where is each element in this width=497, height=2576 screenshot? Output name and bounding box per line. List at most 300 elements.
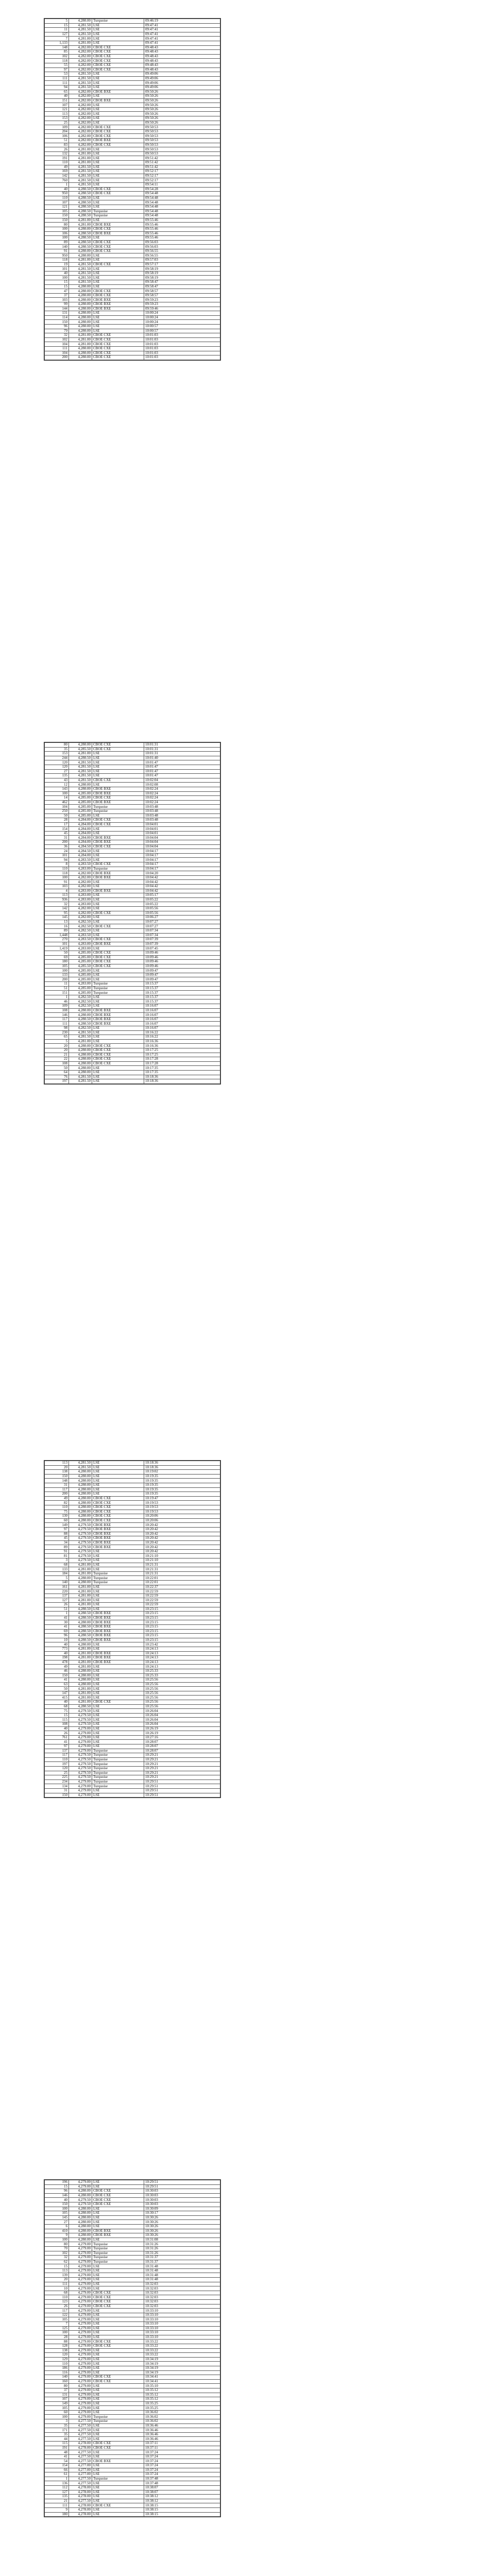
table-row xyxy=(45,147,220,152)
trade-time: 10:38:07 xyxy=(144,2490,220,2495)
trade-time: 10:31:08 xyxy=(144,2238,220,2242)
trade-time: 10:03:48 xyxy=(144,814,220,818)
trade-time: 10:07:45 xyxy=(144,946,220,951)
trade-time: 10:38:15 xyxy=(144,2512,220,2517)
trade-volume: 15 xyxy=(45,23,69,28)
table-row xyxy=(45,1598,220,1603)
trade-venue: LSE xyxy=(92,1726,144,1731)
table-row xyxy=(45,995,220,999)
trade-time: 10:25:56 xyxy=(144,1696,220,1700)
trade-venue: Turquoise xyxy=(92,2251,144,2256)
trade-venue: LSE xyxy=(92,902,144,907)
table-row xyxy=(45,19,220,24)
trade-volume: 97 xyxy=(45,1527,69,1532)
trade-volume: 69 xyxy=(45,1629,69,1634)
trade-venue: LSE xyxy=(92,765,144,769)
trade-volume: 415 xyxy=(45,1696,69,1700)
trade-time: 10:35:12 xyxy=(144,2393,220,2397)
table-row xyxy=(45,2229,220,2233)
trade-price: 4,282.00 xyxy=(69,911,92,916)
trade-volume: 88 xyxy=(45,2340,69,2344)
trade-volume: 100 xyxy=(45,227,69,231)
trade-venue: LSE xyxy=(92,174,144,178)
trade-price: 4,279.00 xyxy=(69,2242,92,2247)
trade-time: 10:29:21 xyxy=(144,1753,220,1758)
trade-time: 10:28:07 xyxy=(144,1744,220,1749)
trade-volume: 21 xyxy=(45,2499,69,2503)
trade-volume: 113 xyxy=(45,1461,69,1466)
trade-price: 4,280.00 xyxy=(69,320,92,325)
trade-venue: CBOE CXE xyxy=(92,355,144,360)
trade-venue: LSE xyxy=(92,280,144,285)
trade-venue: CBOE CXE xyxy=(92,924,144,929)
table-row xyxy=(45,1696,220,1700)
trade-volume: 15 xyxy=(45,2184,69,2189)
trade-price: 4,281.50 xyxy=(69,1465,92,1470)
trade-time: 10:29:21 xyxy=(144,1766,220,1771)
trade-venue: CBOE CXE xyxy=(92,911,144,916)
trade-price: 4,280.00 xyxy=(69,355,92,360)
trade-time: 10:29:21 xyxy=(144,1771,220,1775)
trade-volume: 19 xyxy=(45,262,69,267)
trade-volume: 125 xyxy=(45,2326,69,2331)
trade-venue: Turquoise xyxy=(92,214,144,218)
trade-venue: LSE xyxy=(92,1647,144,1651)
trade-time: 10:26:04 xyxy=(144,1709,220,1714)
trade-venue: CBOE CXE xyxy=(92,1505,144,1510)
trade-time: 10:02:08 xyxy=(144,783,220,787)
trade-time: 10:22:01 xyxy=(144,1576,220,1581)
trade-price: 4,279.50 xyxy=(69,1775,92,1780)
trade-price: 4,279.00 xyxy=(69,2366,92,2370)
trade-volume: 105 xyxy=(45,964,69,969)
trade-venue: Turquoise xyxy=(92,867,144,871)
trade-time: 10:16:22 xyxy=(144,1030,220,1035)
trade-volume: 11 xyxy=(45,982,69,987)
trade-time: 09:58:47 xyxy=(144,280,220,285)
trade-time: 10:18:36 xyxy=(144,1075,220,1079)
trade-volume: 99 xyxy=(45,302,69,307)
trade-price: 4,281.50 xyxy=(69,76,92,81)
trade-time: 10:24:13 xyxy=(144,1651,220,1656)
trade-venue: LSE xyxy=(92,2273,144,2278)
trade-venue: LSE xyxy=(92,1744,144,1749)
table-row xyxy=(45,858,220,862)
trade-time: 10:26:19 xyxy=(144,1726,220,1731)
trade-price: 4,282.00 xyxy=(69,139,92,143)
trade-volume: 80 xyxy=(45,743,69,748)
trade-venue: CBOE CXE xyxy=(92,187,144,192)
table-row xyxy=(45,1461,220,1466)
trade-time: 10:34:19 xyxy=(144,2362,220,2366)
trade-venue: CBOE BXE xyxy=(92,1624,144,1629)
trade-price: 4,279.50 xyxy=(69,1558,92,1563)
trade-time: 10:30:26 xyxy=(144,2233,220,2238)
table-row xyxy=(45,236,220,241)
trade-volume: 148 xyxy=(45,1479,69,1483)
trade-time: 10:21:10 xyxy=(144,1558,220,1563)
trade-volume: 184 xyxy=(45,1571,69,1576)
trade-venue: LSE xyxy=(92,2317,144,2322)
trade-venue: LSE xyxy=(92,2286,144,2291)
trade-venue: LSE xyxy=(92,2512,144,2517)
trade-venue: LSE xyxy=(92,2309,144,2313)
trade-table xyxy=(44,1461,220,1798)
trade-price: 4,282.00 xyxy=(69,871,92,876)
trade-time: 10:33:22 xyxy=(144,2348,220,2353)
trade-price: 4,277.50 xyxy=(69,2428,92,2433)
trade-volume: 61 xyxy=(45,2472,69,2477)
trade-venue: CBOE BXE xyxy=(92,875,144,880)
trade-time: 09:59:23 xyxy=(144,302,220,307)
trade-time: 10:28:07 xyxy=(144,1749,220,1753)
table-row xyxy=(45,1483,220,1487)
trade-time: 10:26:04 xyxy=(144,1718,220,1722)
trade-time: 10:17:25 xyxy=(144,1048,220,1053)
table-row xyxy=(45,90,220,94)
trade-time: 10:19:53 xyxy=(144,1501,220,1505)
trade-time: 10:01:31 xyxy=(144,752,220,756)
trade-volume: 116 xyxy=(45,2370,69,2375)
trade-volume: 134 xyxy=(45,1784,69,1789)
trade-price: 4,284.00 xyxy=(69,822,92,827)
trade-volume: 91 xyxy=(45,1549,69,1554)
trade-time: 10:19:35 xyxy=(144,1474,220,1479)
trade-volume: 111 xyxy=(45,2282,69,2286)
trade-venue: LSE xyxy=(92,1682,144,1687)
trade-price: 4,279.00 xyxy=(69,2309,92,2313)
trade-volume: 137 xyxy=(45,1749,69,1753)
trade-time: 10:17:28 xyxy=(144,1057,220,1062)
table-row xyxy=(45,28,220,32)
trade-volume: 8 xyxy=(45,862,69,867)
table-row xyxy=(45,2472,220,2477)
table-row xyxy=(45,2317,220,2322)
table-row xyxy=(45,973,220,977)
table-row xyxy=(45,2282,220,2286)
trade-venue: LSE xyxy=(92,1070,144,1075)
trade-volume: 14 xyxy=(45,796,69,801)
trade-time: 10:05:17 xyxy=(144,893,220,898)
trade-price: 4,278.00 xyxy=(69,2442,92,2446)
trade-volume: 35 xyxy=(45,2424,69,2428)
trade-time: 10:32:03 xyxy=(144,2295,220,2300)
table-row xyxy=(45,1035,220,1040)
trade-price: 4,279.50 xyxy=(69,1540,92,1545)
trade-price: 4,277.50 xyxy=(69,2499,92,2503)
trade-venue: CBOE CXE xyxy=(92,129,144,134)
trade-volume: 40 xyxy=(45,1642,69,1647)
trade-price: 4,282.00 xyxy=(69,63,92,67)
trade-price: 4,279.50 xyxy=(69,1718,92,1722)
table-row xyxy=(45,2193,220,2198)
trade-price: 4,280.50 xyxy=(69,192,92,196)
table-row xyxy=(45,289,220,294)
trade-volume: 140 xyxy=(45,245,69,249)
trade-price: 4,280.50 xyxy=(69,214,92,218)
table-row xyxy=(45,880,220,885)
trade-venue: LSE xyxy=(92,756,144,760)
trade-volume: 1 xyxy=(45,995,69,999)
table-row xyxy=(45,1558,220,1563)
trade-price: 4,279.00 xyxy=(69,2379,92,2384)
trade-volume: 40 xyxy=(45,1700,69,1705)
trade-time: 10:09:46 xyxy=(144,951,220,955)
table-row xyxy=(45,2419,220,2424)
trade-volume: 120 xyxy=(45,760,69,765)
table-row xyxy=(45,1682,220,1687)
trade-time: 09:58:19 xyxy=(144,271,220,276)
trade-time: 10:30:03 xyxy=(144,2202,220,2207)
trade-venue: CBOE CXE xyxy=(92,1510,144,1514)
trade-price: 4,280.00 xyxy=(69,2189,92,2194)
trade-venue: LSE xyxy=(92,752,144,756)
trade-volume: 101 xyxy=(45,942,69,946)
trade-volume: 104 xyxy=(45,351,69,355)
trade-price: 4,281.00 xyxy=(69,1039,92,1044)
trade-price: 4,283.00 xyxy=(69,867,92,871)
trade-price: 4,277.50 xyxy=(69,2477,92,2481)
trade-time: 09:59:46 xyxy=(144,307,220,311)
table-row xyxy=(45,262,220,267)
trade-price: 4,280.00 xyxy=(69,1066,92,1071)
trade-price: 4,283.50 xyxy=(69,862,92,867)
trade-time: 10:25:33 xyxy=(144,1669,220,1673)
trade-venue: LSE xyxy=(92,2495,144,2499)
trade-time: 10:16:07 xyxy=(144,1008,220,1013)
table-row xyxy=(45,240,220,245)
trade-volume: 60 xyxy=(45,2410,69,2415)
trade-time: 10:01:03 xyxy=(144,351,220,355)
trade-time: 10:04:17 xyxy=(144,862,220,867)
trade-time: 10:23:15 xyxy=(144,1612,220,1616)
trade-time: 10:17:35 xyxy=(144,1066,220,1071)
trade-price: 4,285.00 xyxy=(69,796,92,801)
trade-time: 09:58:57 xyxy=(144,293,220,298)
trade-price: 4,280.50 xyxy=(69,1022,92,1026)
trade-venue: CBOE CXE xyxy=(92,2291,144,2295)
trade-price: 4,279.00 xyxy=(69,2286,92,2291)
trade-time: 09:54:48 xyxy=(144,205,220,209)
trade-volume: 198 xyxy=(45,1656,69,1660)
trade-venue: LSE xyxy=(92,324,144,329)
trade-price: 4,281.00 xyxy=(69,337,92,342)
trade-volume: 64 xyxy=(45,1070,69,1075)
trade-venue: LSE xyxy=(92,2388,144,2393)
table-row xyxy=(45,2202,220,2207)
trade-price: 4,282.00 xyxy=(69,885,92,889)
trade-time: 10:05:56 xyxy=(144,906,220,911)
trade-volume: 3 xyxy=(45,2419,69,2424)
trade-venue: CBOE BXE xyxy=(92,1527,144,1532)
table-row xyxy=(45,1554,220,1558)
trade-time: 09:54:48 xyxy=(144,196,220,200)
trade-time: 10:34:19 xyxy=(144,2370,220,2375)
trade-volume: 45 xyxy=(45,831,69,836)
trade-venue: LSE xyxy=(92,827,144,832)
trade-volume: 50 xyxy=(45,814,69,818)
trade-volume: 200 xyxy=(45,840,69,845)
trade-time: 10:25:56 xyxy=(144,1704,220,1709)
trade-price: 4,280.50 xyxy=(69,1629,92,1634)
table-row xyxy=(45,1079,220,1084)
trade-time: 10:22:59 xyxy=(144,1603,220,1607)
trade-time: 10:31:26 xyxy=(144,2251,220,2256)
trade-volume: 761 xyxy=(45,1735,69,1740)
table-row xyxy=(45,1757,220,1762)
trade-time: 10:17:28 xyxy=(144,1061,220,1066)
trade-venue: LSE xyxy=(92,2393,144,2397)
trade-volume: 26 xyxy=(45,1603,69,1607)
table-row xyxy=(45,2481,220,2486)
trade-price: 4,280.00 xyxy=(69,1483,92,1487)
trade-venue: Turquoise xyxy=(92,1576,144,1581)
table-row xyxy=(45,1496,220,1501)
table-row xyxy=(45,2499,220,2503)
trade-volume: 154 xyxy=(45,827,69,832)
trade-volume: 96 xyxy=(45,324,69,329)
trade-price: 4,285.00 xyxy=(69,991,92,995)
trade-venue: LSE xyxy=(92,37,144,41)
trade-venue: LSE xyxy=(92,271,144,276)
trade-price: 4,280.00 xyxy=(69,2215,92,2220)
trade-price: 4,280.00 xyxy=(69,1487,92,1492)
trade-venue: CBOE BXE xyxy=(92,871,144,876)
trade-time: 10:20:42 xyxy=(144,1527,220,1532)
trade-time: 09:49:06 xyxy=(144,85,220,90)
trade-price: 4,281.00 xyxy=(69,258,92,263)
trade-venue: CBOE CXE xyxy=(92,125,144,130)
trade-price: 4,282.00 xyxy=(69,94,92,99)
trade-price: 4,281.50 xyxy=(69,262,92,267)
trade-volume: 105 xyxy=(45,209,69,214)
table-row xyxy=(45,831,220,836)
trade-time: 09:55:46 xyxy=(144,227,220,231)
trade-price: 4,281.50 xyxy=(69,760,92,765)
trade-venue: LSE xyxy=(92,774,144,778)
table-row xyxy=(45,885,220,889)
table-row xyxy=(45,977,220,982)
trade-venue: Turquoise xyxy=(92,2246,144,2251)
trade-venue: CBOE BXE xyxy=(92,98,144,103)
trade-price: 4,279.00 xyxy=(69,2375,92,2380)
trade-venue: LSE xyxy=(92,849,144,854)
trade-time: 09:54:48 xyxy=(144,192,220,196)
trade-time: 10:15:37 xyxy=(144,986,220,991)
trade-venue: LSE xyxy=(92,1722,144,1727)
trade-time: 10:05:56 xyxy=(144,911,220,916)
trade-volume: 120 xyxy=(45,1766,69,1771)
trade-time: 10:01:03 xyxy=(144,346,220,351)
trade-time: 10:27:16 xyxy=(144,1735,220,1740)
trade-volume: 95 xyxy=(45,911,69,916)
trade-price: 4,280.00 xyxy=(69,2229,92,2233)
trade-time: 09:58:47 xyxy=(144,284,220,289)
trade-volume: 37 xyxy=(45,293,69,298)
trade-venue: CBOE CXE xyxy=(92,192,144,196)
trade-volume: 936 xyxy=(45,897,69,902)
trade-venue: LSE xyxy=(92,276,144,280)
trade-venue: LSE xyxy=(92,2326,144,2331)
trade-price: 4,281.50 xyxy=(69,81,92,86)
trade-volume: 9 xyxy=(45,2233,69,2238)
trade-time: 09:57:17 xyxy=(144,262,220,267)
trade-venue: LSE xyxy=(92,1704,144,1709)
trade-venue: CBOE CXE xyxy=(92,351,144,355)
trade-volume: 41 xyxy=(45,2454,69,2459)
trade-price: 4,279.00 xyxy=(69,2295,92,2300)
trade-time: 09:50:26 xyxy=(144,121,220,125)
table-row xyxy=(45,45,220,50)
trade-time: 10:26:19 xyxy=(144,1731,220,1736)
trade-volume: 15 xyxy=(45,2264,69,2269)
trade-price: 4,279.00 xyxy=(69,2273,92,2278)
trade-price: 4,282.00 xyxy=(69,59,92,63)
trade-time: 10:18:36 xyxy=(144,1461,220,1466)
table-row xyxy=(45,1048,220,1053)
trade-venue: LSE xyxy=(92,2485,144,2490)
trade-venue: CBOE CXE xyxy=(92,743,144,748)
trade-venue: LSE xyxy=(92,885,144,889)
table-row xyxy=(45,787,220,791)
trade-venue: Turquoise xyxy=(92,1780,144,1784)
trade-price: 4,280.00 xyxy=(69,311,92,316)
trade-volume: 63 xyxy=(45,1682,69,1687)
trade-volume: 46 xyxy=(45,1669,69,1673)
trade-time: 10:33:22 xyxy=(144,2353,220,2358)
table-row xyxy=(45,2362,220,2366)
trade-price: 4,279.00 xyxy=(69,1788,92,1793)
trade-time: 10:07:39 xyxy=(144,942,220,946)
trade-price: 4,282.00 xyxy=(69,143,92,147)
trade-venue: LSE xyxy=(92,1483,144,1487)
trade-price: 4,282.00 xyxy=(69,134,92,139)
trade-venue: LSE xyxy=(92,2313,144,2317)
table-row xyxy=(45,81,220,86)
trade-volume: 142 xyxy=(45,906,69,911)
trade-venue: CBOE BXE xyxy=(92,1629,144,1634)
table-row xyxy=(45,2220,220,2225)
trade-venue: LSE xyxy=(92,284,144,289)
trade-volume: 65 xyxy=(45,1035,69,1040)
table-row xyxy=(45,928,220,933)
table-row xyxy=(45,2344,220,2348)
table-row xyxy=(45,862,220,867)
table-row xyxy=(45,1651,220,1656)
table-row xyxy=(45,196,220,200)
trade-venue: CBOE CXE xyxy=(92,240,144,245)
table-row xyxy=(45,1709,220,1714)
trade-time: 10:20:42 xyxy=(144,1540,220,1545)
trade-volume: 15 xyxy=(45,280,69,285)
trade-time: 09:52:17 xyxy=(144,178,220,183)
trade-time: 09:47:41 xyxy=(144,23,220,28)
trade-price: 4,279.00 xyxy=(69,1744,92,1749)
trade-venue: LSE xyxy=(92,253,144,258)
trade-volume: 49 xyxy=(45,165,69,170)
trade-venue: CBOE BXE xyxy=(92,791,144,796)
trade-price: 4,281.00 xyxy=(69,1598,92,1603)
trade-time: 10:02:24 xyxy=(144,791,220,796)
trade-volume: 161 xyxy=(45,1585,69,1589)
table-row xyxy=(45,2379,220,2384)
trade-volume: 153 xyxy=(45,752,69,756)
trade-time: 10:16:07 xyxy=(144,1026,220,1031)
trade-price: 4,280.00 xyxy=(69,1501,92,1505)
trade-price: 4,280.00 xyxy=(69,2211,92,2216)
trade-volume: 104 xyxy=(45,342,69,347)
trade-volume: 51 xyxy=(45,986,69,991)
